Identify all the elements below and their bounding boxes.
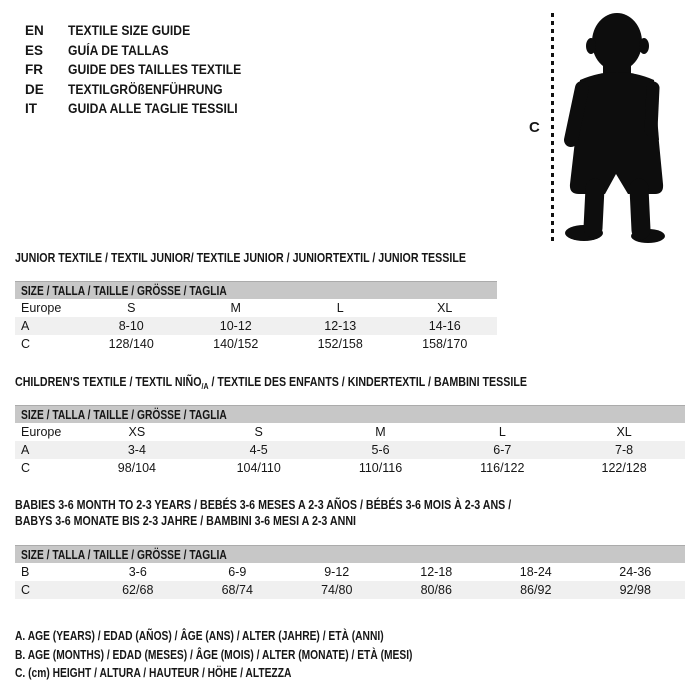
note-line-c: [15, 664, 500, 683]
language-row-es: [25, 41, 261, 61]
language-row-fr: [25, 60, 261, 80]
language-code: DE: [25, 81, 44, 97]
size-header-bar: [15, 545, 685, 563]
cell: XS: [128, 425, 146, 439]
cell: 6-9: [228, 565, 247, 579]
legend-notes: [15, 627, 500, 683]
table-row: [15, 317, 497, 335]
height-dotted-line: [551, 13, 554, 243]
babies-size-table: [15, 545, 685, 599]
table-row: [15, 459, 685, 477]
cell: 80/86: [420, 583, 452, 597]
language-code: FR: [25, 62, 43, 78]
children-title-text: [15, 374, 527, 389]
table-row: [15, 299, 497, 317]
children-title-prefix: CHILDREN'S TEXTILE / TEXTIL NIÑO: [15, 374, 202, 389]
cell: 116/122: [480, 461, 525, 475]
cell: 5-6: [371, 443, 390, 457]
children-section-title: [15, 374, 639, 389]
height-measure-label: C: [529, 119, 540, 136]
cell: 7-8: [615, 443, 634, 457]
junior-size-table: [15, 281, 497, 353]
language-code: EN: [25, 23, 44, 39]
cell: 9-12: [324, 565, 350, 579]
babies-title-line1: BABIES 3-6 MONTH TO 2-3 YEARS / BEBÉS 3-6 MESES A 2-3 AÑOS / BÉBÉS 3-6 MOIS À 2-3 ANS /: [15, 497, 512, 512]
language-label: TEXTILE SIZE GUIDE: [68, 23, 191, 39]
cell: 98/104: [117, 461, 157, 475]
cell: S: [127, 301, 136, 315]
table-row: [15, 423, 685, 441]
table-row: [15, 581, 685, 599]
row-label: Europe: [21, 301, 62, 315]
cell: 6-7: [493, 443, 512, 457]
cell: 140/152: [213, 337, 259, 351]
cell: 12-18: [420, 565, 453, 579]
junior-title-text: JUNIOR TEXTILE / TEXTIL JUNIOR/ TEXTILE JUNIOR / JUNIORTEXTIL / JUNIOR TESSILE: [15, 250, 466, 265]
row-label: Europe: [21, 425, 62, 439]
row-label: C: [21, 461, 31, 475]
size-header-bar: [15, 281, 497, 299]
note-text: C. (cm) HEIGHT / ALTURA / HAUTEUR / HÖHE / ALTEZZA: [15, 666, 292, 680]
row-label: A: [21, 319, 30, 333]
cell: 62/68: [122, 583, 154, 597]
cell: L: [336, 301, 344, 315]
cell: M: [375, 425, 386, 439]
table-row: [15, 563, 685, 581]
babies-title-line2-wrap: [15, 513, 620, 529]
language-code: IT: [25, 101, 37, 117]
row-label: A: [21, 443, 30, 457]
row-label: B: [21, 565, 30, 579]
cell: 3-4: [127, 443, 146, 457]
cell: 68/74: [221, 583, 253, 597]
cell: 92/98: [619, 583, 651, 597]
cell: 8-10: [118, 319, 144, 333]
language-row-de: [25, 80, 261, 100]
note-text: B. AGE (MONTHS) / EDAD (MESES) / ÂGE (MOIS) / ALTER (MONATE) / ETÀ (MESI): [15, 647, 413, 662]
language-row-it: [25, 99, 261, 119]
cell: 110/116: [358, 461, 403, 475]
children-size-table: [15, 405, 685, 477]
cell: 128/140: [108, 337, 154, 351]
cell: 86/92: [520, 583, 552, 597]
cell: 10-12: [219, 319, 252, 333]
toddler-silhouette-icon: [560, 8, 665, 243]
language-list: [25, 21, 261, 119]
table-row: [15, 441, 685, 459]
cell: 4-5: [249, 443, 268, 457]
row-label: C: [21, 337, 31, 351]
children-title-suffix: / TEXTILE DES ENFANTS / KINDERTEXTIL / BAMBINI TESSILE: [208, 374, 527, 389]
babies-section-title: [15, 497, 620, 529]
cell: 3-6: [128, 565, 147, 579]
language-code: ES: [25, 42, 44, 58]
language-row-en: [25, 21, 261, 41]
note-line-b: [15, 646, 500, 665]
cell: 14-16: [428, 319, 461, 333]
size-header-label: SIZE / TALLA / TAILLE / GRÖSSE / TAGLIA: [21, 547, 227, 562]
cell: 74/80: [321, 583, 353, 597]
cell: S: [254, 425, 263, 439]
junior-section-title: [15, 250, 565, 265]
cell: 158/170: [422, 337, 468, 351]
cell: 24-36: [619, 565, 652, 579]
table-row: [15, 335, 497, 353]
language-label: GUIDA ALLE TAGLIE TESSILI: [68, 101, 238, 117]
note-text: A. AGE (YEARS) / EDAD (AÑOS) / ÂGE (ANS) / ALTER (JAHRE) / ETÀ (ANNI): [15, 629, 384, 643]
size-header-label: SIZE / TALLA / TAILLE / GRÖSSE / TAGLIA: [21, 283, 227, 298]
cell: M: [230, 301, 241, 315]
size-header-bar: [15, 405, 685, 423]
cell: 18-24: [519, 565, 552, 579]
language-label: TEXTILGRÖßENFÜHRUNG: [68, 81, 223, 97]
cell: XL: [437, 301, 453, 315]
cell: 122/128: [601, 461, 647, 475]
row-label: C: [21, 583, 31, 597]
language-label: GUÍA DE TALLAS: [68, 42, 169, 58]
note-line-a: [15, 627, 500, 646]
cell: XL: [616, 425, 632, 439]
cell: 12-13: [324, 319, 357, 333]
language-label: GUIDE DES TAILLES TEXTILE: [68, 62, 242, 78]
babies-title-line2: BABYS 3-6 MONATE BIS 2-3 JAHRE / BAMBINI 3-6 MESI A 2-3 ANNI: [15, 513, 356, 528]
children-title-subscript: /A: [201, 380, 209, 391]
babies-title-line1-wrap: [15, 497, 620, 513]
cell: 152/158: [317, 337, 363, 351]
cell: 104/110: [236, 461, 281, 475]
size-header-label: SIZE / TALLA / TAILLE / GRÖSSE / TAGLIA: [21, 407, 227, 422]
cell: L: [498, 425, 506, 439]
